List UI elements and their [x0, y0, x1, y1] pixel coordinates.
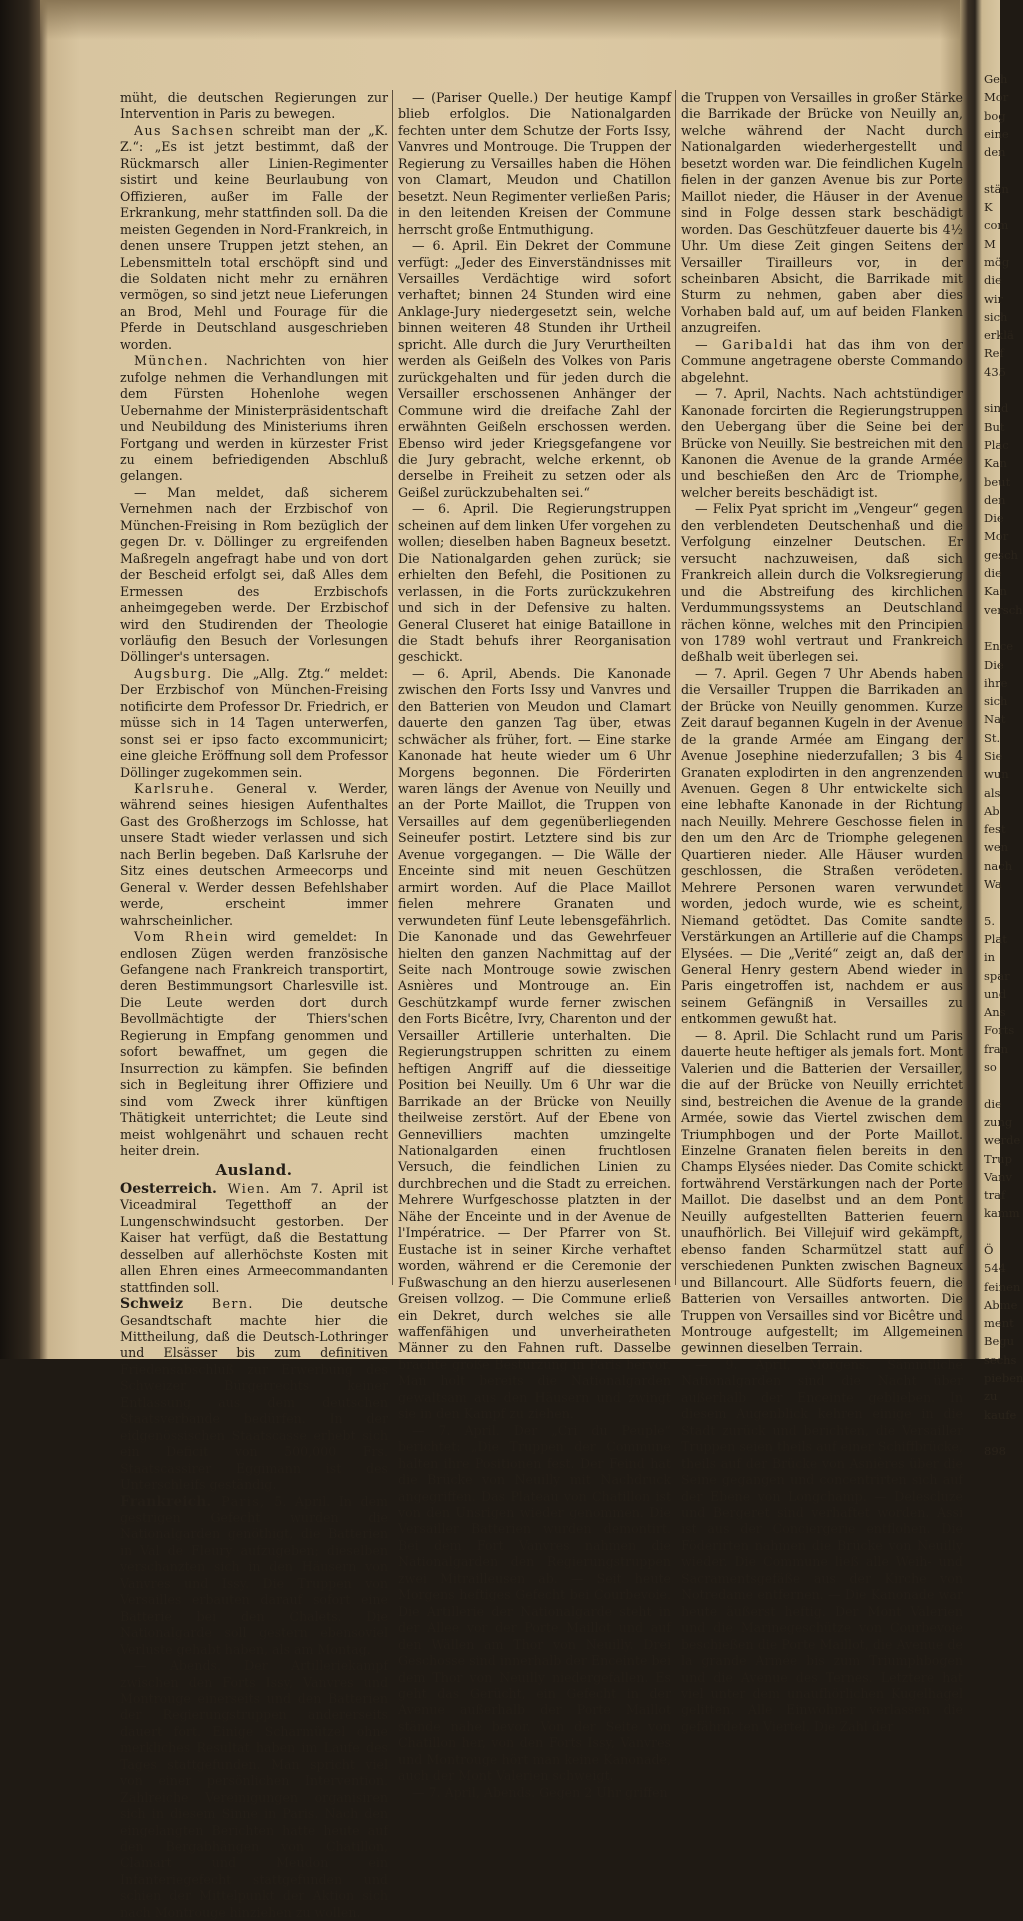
edge-text-fragment: Plat — [984, 931, 1007, 946]
edge-text-fragment: eine — [984, 126, 1009, 141]
paragraph: — Felix Pyat spricht im „Vengeur“ gegen den verblendeten Deutschenhaß und die Verfolgung einzelner Deutschen. Er versucht nachzuweisen, daß sich Frankreich allein durch die Volksregierung und die Abstreifung des kirchlichen Verdummungssystems an Deutschland rächen könne, welches mit den Principien von 1789 wohl vertraut und Frankreich deßhalb weit überlegen sei. — [681, 501, 963, 665]
edge-text-fragment — [984, 619, 1002, 637]
edge-text-fragment: Begu — [984, 1334, 1015, 1349]
paragraph — [681, 337, 963, 386]
edge-text-fragment: nach — [984, 858, 1013, 873]
edge-text-fragment — [984, 1223, 1002, 1241]
paragraph: — 7. April, Nachts. Nach achtstündiger Kanonade forcirten die Regierungstruppen den Uebergang über die Seine bei der Brücke von Neuilly. Sie bestreichen mit den Kanonen die Avenue de la grande Armée und beschießen den Arc de Triomphe, welcher bereits beschädigt ist. — [681, 386, 963, 500]
edge-text-fragment: beut — [984, 474, 1011, 489]
edge-text-fragment: stän — [984, 181, 1009, 196]
paragraph: — 7. April, Abends. Gegen 2 Uhr griffen — [412, 1784, 668, 1800]
edge-text-fragment: fest — [984, 822, 1006, 837]
edge-text-fragment: Abme — [984, 1297, 1018, 1312]
edge-text-fragment: Geh — [984, 72, 1008, 86]
edge-text-fragment: 5. — [984, 913, 995, 928]
edge-text-fragment: sich — [984, 309, 1008, 324]
edge-text-fragment: den — [984, 145, 1006, 160]
edge-text-fragment: Die — [984, 657, 1004, 672]
edge-text-fragment: die — [984, 566, 1002, 581]
dateline: Paris, — [211, 1493, 266, 1509]
paragraph — [120, 1494, 388, 1659]
column-3 — [681, 90, 963, 1734]
edge-text-fragment: zu — [984, 1389, 998, 1404]
edge-text-fragment — [984, 161, 1002, 179]
edge-text-fragment: Kan — [984, 456, 1007, 471]
dateline: Bern. — [183, 1296, 254, 1312]
edge-text-fragment: kamm — [984, 1206, 1020, 1221]
paragraph-text: Nachrichten von hier zufolge nehmen die Verhandlungen mit dem Fürsten Hohenlohe wegen Uebernahme der Ministerpräsidentschaft und Neubildung des Ministeriums ihren Fortgang und werden in kürzester Frist zu einem befriedigenden Abschluß gelangen. — [120, 353, 388, 484]
edge-text-fragment: feinen — [984, 1279, 1021, 1294]
edge-text-fragment: werde — [984, 1133, 1021, 1148]
dateline: Wien. — [216, 1180, 271, 1196]
paragraph-text: Am 7. April ist Viceadmiral Tegetthoff an der Lungenschwindsucht gestorben. Der Kaiser hat verfügt, daß die Bestattung desselben auf allerhöchste Kosten mit allen Ehren eines Armeecommandanten stattfinden soll. — [120, 1180, 388, 1295]
edge-text-fragment: ment — [984, 1316, 1014, 1331]
paragraph — [120, 929, 388, 1159]
edge-text-fragment: erklä — [984, 328, 1014, 343]
edge-text-fragment: so — [984, 1060, 997, 1075]
paragraph — [120, 1296, 388, 1493]
paragraph: — Abends. Der Artilleriekampf zwischen den Forts Issy, Vanvres und Montrouge einerseits und den Batterien der Regierungstruppen andererseits dauert fort. Einige Scharmützel ohne merkliches Resultat haben im Laufe des Tages stattgefunden. Man spricht viel von einer persönlichen Intervention. Zahlreiche Vereinigungen organisiren sich in diesem Sinne in Paris. Nach den eingelangten Berichten hatte heute auf den Bergabhängen von Chatillon, Clamart und Meudon ein Infanteriegefecht stattgefunden und schien der Mittelpunkt der Aktion sich nach Montrouge hinziehen zu wollen. — [120, 1658, 388, 1920]
edge-text-fragment: zung — [984, 1114, 1013, 1129]
edge-text-fragment: Ans — [984, 1005, 1006, 1020]
paragraph-text: General v. Werder, während seines hiesigen Aufenthaltes Gast des Großherzogs im Schlosse, hat unsere Stadt wieder verlassen und sich nach Berlin begeben. Daß Karlsruhe der Sitz eines deutschen Armeecorps und General v. Werder dessen Befehlshaber werde, erscheint immer wahrscheinlicher. — [120, 781, 388, 928]
edge-text-fragment: Ence — [984, 639, 1014, 654]
edge-text-fragment: K — [984, 200, 993, 215]
edge-text-fragment: traf — [984, 1188, 1006, 1203]
book-binding-shadow — [0, 0, 40, 1359]
edge-text-fragment: Sie — [984, 748, 1003, 763]
paragraph-text: Die „Allg. Ztg.“ meldet: Der Erzbischof von München-Freising notificirte dem Professor Dr. Friedrich, er müsse sich in 14 Tagen unterwerfen, sonst sei er ipso facto excommunicirt; eine gleiche Eröffnung soll dem Professor Döllinger zugekommen sein. — [120, 665, 388, 780]
edge-text-fragment: die — [984, 1096, 1002, 1111]
paragraph: — 8. April. Die Schlacht rund um Paris dauerte heute heftiger als jemals fort. Mont Valerien und die Batterien der Versailler, die auf der Brücke von Neuilly errichtet sind, bestreichen die Avenue de la grande Armée, sowie das Viertel zwischen dem Triumphbogen und der Porte Maillot. Einzelne Granaten fielen bereits in den Champs Elysées nieder. Das Comite schickt fortwährend Verstärkungen nach der Porte Maillot. Die daselbst und an dem Pont Neuilly aufgestellten Batterien feuern unaufhörlich. Bei Villejuif wird gekämpft, ebenso fanden Scharmützel statt auf verschiedenen Punkten zwischen Bagneux und Billancourt. Alle Südforts feuern, die Batterien von Versailles antworten. Die Truppen von Versailles sind vor Bicêtre und Montrouge aufgestellt; im Allgemeinen gewinnen dieselben Terrain. — [681, 1027, 963, 1356]
paragraph: — 6. April. Ein Dekret der Commune verfügt: „Jeder des Einverständnisses mit Versailles Verdächtige wird sofort verhaftet; binnen 24 Stunden wird eine Anklage-Jury niedergesetzt sein, welche binnen weiteren 48 Stunden ihr Urtheil spricht. Alle durch die Jury Verurtheilten werden als Geißeln des Volkes von Paris zurückgehalten und für jeden durch die Versailler erschossenen Anhänger der Commune wird die dreifache Zahl der erwähnten Geißeln erschossen werden. Ebenso wird jeder Kriegsgefangene vor die Jury gebracht, welche erkennt, ob derselbe in Freiheit zu setzen oder als Geißel zurückzubehalten sei.“ — [398, 238, 671, 500]
edge-text-fragment: die — [984, 273, 1002, 288]
edge-text-fragment: fran — [984, 1041, 1009, 1056]
edge-text-fragment: Trup — [984, 1151, 1012, 1166]
paragraph: — 6. April. Die Regierungstruppen scheinen auf dem linken Ufer vorgehen zu wollen; dieselben haben Bagneux besetzt. Die Nationalgarden gehen zurück; sie erhielten den Befehl, die Positionen zu verlassen, in die Forts zurückzukehren und sich in der Defensive zu halten. General Cluseret hat einige Bataillone in die Stadt behufs ihrer Reorganisation geschickt. — [398, 501, 671, 665]
edge-text-fragment: wun — [984, 767, 1009, 782]
edge-text-fragment: Nat — [984, 712, 1006, 727]
paragraph — [120, 781, 388, 929]
paragraph-text: hat das ihm von der Commune angetragene oberste Commando abgelehnt. — [681, 336, 963, 385]
edge-text-fragment: Ö — [984, 1243, 994, 1257]
top-shadow — [40, 0, 960, 40]
paragraph-text: Die deutsche Gesandtschaft machte hier die Mittheilung, daß die Deutsch-Lothringer und Elsässer bis zum definitiven Friedensabschluß zur Erwerbung des Schweizer Bürgerrechts keiner Entlassung aus dem deutschen Staatsverbande bedürfen. In der eidgenössischen Staatscasse erhebt sich ein Deficit von 500,000 Frs. Staatscassirer Eggimann ist des Unterschleifs geständig. — [120, 1296, 388, 1493]
dateline: — Garibaldi — [695, 336, 794, 352]
edge-text-fragment: St. — [984, 730, 1001, 745]
edge-text-fragment: Plac — [984, 437, 1009, 452]
column-rule — [392, 90, 393, 1285]
edge-text-fragment: Wa — [984, 877, 1002, 892]
edge-text-fragment — [984, 1076, 1002, 1094]
country-heading: Oesterreich. — [120, 1180, 217, 1197]
adjacent-page-edge — [984, 70, 1023, 1459]
edge-text-fragment: Die — [984, 511, 1004, 526]
paragraph: müht, die deutschen Regierungen zur Intervention in Paris zu bewegen. — [120, 90, 388, 122]
edge-text-fragment: versch — [984, 602, 1023, 617]
edge-text-fragment: Kan — [984, 584, 1007, 599]
edge-text-fragment: Mor — [984, 529, 1009, 544]
edge-text-fragment: spar — [984, 968, 1010, 983]
paragraph: — 9. April, Morgens. Sämmtliche Nationalgarden sind die Nacht über außerhalb der Enceinte geblieben. In diesem Augenblick kehren einige in die Stadt zurück und berichten, die Versailler Truppen seien theils auf einer Schiffbrücke, theils auf der Brücke von Asnières über die Seine gegangen und concentrirten sich auf der Ebene von Longchamp. — Delescluze und Bergeret sind verhaftet worden. Assi ist aus der Conciergerie entflohen. Die Föderirten nahmen die Brücke von Neuilly wieder. Die Commune ließ alle Weih- und Sacramentsgefäße aus der Kirche von Notredame entfernen. — Die Kanonade war heute äußerst heftig. Der Mont Valerien und die Marinegeschütze von Courbevoie beschießen die Porte Maillot, die Avenue de la grande Armée bis zum Triumphbogen und die Avenue des Ternes. Letztere hat viel unter dem unaufhörlichen Kugelhagel gelitten. Alle Einwohner verlassen die gefährdeten Viertel. Die Zahl der — [681, 1356, 963, 1734]
section-heading: Ausland. — [215, 1161, 293, 1180]
newspaper-page — [120, 90, 963, 1920]
edge-text-fragment — [984, 381, 1002, 399]
edge-text-fragment: Ab — [984, 803, 1000, 818]
country-heading: Frankreich. — [120, 1493, 212, 1510]
edge-text-fragment: 435 — [984, 364, 1006, 379]
edge-text-fragment: den — [984, 492, 1006, 507]
edge-text-fragment: mög — [984, 254, 1010, 269]
edge-text-fragment: 898 — [984, 1444, 1006, 1459]
edge-text-fragment: 544 — [984, 1261, 1006, 1276]
edge-text-fragment: com — [984, 218, 1009, 233]
edge-text-fragment: wen — [984, 840, 1009, 855]
paragraph-text: 5. April. In dem gestrigen Gefecht wurden die Nationalgarden genöthigt, die Batterien in Val de Fleury aufzugeben; dieselben verschanzten sich in den Häusern von Vanvres und Issy. Die Truppen von Versailles erbauten darauf sofort eine Batterie bei den Chalets. Die Nationalgarde soll gestern ebensoviel Verluste gehabt haben, als am Montag. — [120, 1493, 388, 1657]
edge-text-fragment: sechs — [984, 1352, 1017, 1367]
edge-text-fragment: pieben — [984, 1371, 1023, 1386]
paragraph-text: schreibt man der „K. Z.“: „Es ist jetzt bestimmt, daß der Rückmarsch aller Linien-Regimenter sistirt und keine Beurlaubung von Offizieren, außer im Falle der Erkrankung, mehr stattfinden soll. Da die meisten Gegenden in Nord-Frankreich, in denen unsere Truppen jetzt stehen, an Lebensmitteln total erschöpft sind und die Soldaten nicht mehr zu ernähren vermögen, so sind jetzt neue Lieferungen an Brod, Mehl und Fourage für die Pferde in Deutschland ausgeschrieben worden. — [120, 122, 389, 352]
edge-text-fragment: sich — [984, 694, 1008, 709]
edge-text-fragment: bog — [984, 108, 1006, 123]
paragraph: die Truppen von Versailles in großer Stärke die Barrikade der Brücke von Neuilly an, welche während der Nacht durch Nationalgarden wiederhergestellt und besetzt worden war. Die feindlichen Kugeln fielen in der ganzen Avenue bis zur Porte Maillot nieder, die Häuser in der Avenue sind in Folge dessen stark beschädigt worden. Das Geschützfeuer dauerte bis 4½ Uhr. Um diese Zeit gingen Seitens der Versailler Tirailleurs vor, in der scheinbaren Absicht, die Barrikade mit Sturm zu nehmen, gaben aber dies Vorhaben bald auf, um auf beiden Flanken anzugreifen. — [681, 90, 963, 336]
edge-text-fragment: Mor — [984, 90, 1009, 105]
column-1 — [120, 90, 389, 1920]
edge-text-fragment — [984, 1424, 1002, 1442]
paragraph — [120, 666, 388, 781]
edge-text-fragment: But — [984, 419, 1005, 434]
paragraph: — (Pariser Quelle.) Der heutige Kampf blieb erfolglos. Die Nationalgarden fechten unter dem Schutze der Forts Issy, Vanvres und Montrouge. Die Truppen der Regierung zu Versailles haben die Höhen von Clamart, Meudon und Chatillon besetzt. Neun Regimenter verließen Paris; in den leitenden Kreisen der Commune herrscht große Entmuthigung. — [398, 90, 671, 237]
column-2 — [398, 90, 671, 1800]
country-heading: Schweiz — [120, 1296, 184, 1313]
paragraph: — Man meldet, daß sicherem Vernehmen nach der Erzbischof von München-Freising in Rom bezüglich der gegen Dr. v. Döllinger zu ergreifenden Maßregeln angefragt habe und von dort der Bescheid erfolgt sei, daß Alles dem Ermessen des Erzbischofs anheimgegeben werde. Der Erzbischof wird den Studirenden der Theologie vorläufig den Besuch der Vorlesungen Döllinger's untersagen. — [120, 484, 388, 665]
dateline: München. — [134, 353, 210, 369]
paragraph: — 6. April, Abends. Die Kanonade zwischen den Forts Issy und Vanvres und den Batterien von Meudon und Clamart dauerte den ganzen Tag über, etwas schwächer als früher, fort. — Eine starke Kanonade hat heute wieder um 6 Uhr Morgens begonnen. Die Förderirten waren längs der Avenue von Neuilly und an der Porte Maillot, die Truppen von Versailles auf dem gegenüberliegenden Seineufer postirt. Letztere sind bis zur Avenue vorgegangen. — Die Wälle der Enceinte sind mit neuen Geschützen armirt worden. Auf die Place Maillot fielen mehrere Granaten und verwundeten fünf Leute lebensgefährlich. Die Kanonade und das Gewehrfeuer hielten den ganzen Nachmittag auf der Seite nach Montrouge sowie zwischen Asnières und Montrouge an. Ein Geschützkampf wurde ferner zwischen den Forts Bicêtre, Ivry, Charenton und der Versailler Artillerie unterhalten. Die Regierungstruppen schritten zu einem heftigen Angriff auf die diesseitige Position bei Neuilly. Um 6 Uhr war die Barrikade an der Brücke von Neuilly theilweise zerstört. Auf der Ebene von Gennevilliers machten umzingelte Nationalgarden einen fruchtlosen Versuch, die feindlichen Linien zu durchbrechen und die Stadt zu erreichen. Mehrere Wurfgeschosse platzten in der Nähe der Enceinte und in der Avenue de l'Impératrice. — Der Pfarrer von St. Eustache ist in seiner Kirche verhaftet worden, während er die Ceremonie der Fußwaschung an den hierzu auserlesenen Greisen vollzog. — Die Commune erließ ein Dekret, durch welches sie alle waffenfähigen und unverheiratheten Männer zu den Fahnen ruft. Dasselbe brachte große Bestürzung in Paris hervor. Man holt bereits die Nationalgarden gewaltsam aus den Häusern und zwingt sie in den Kampf zu ziehen. — [398, 665, 671, 1422]
edge-text-fragment — [984, 893, 1002, 911]
dateline: Augsburg. — [134, 665, 213, 681]
edge-text-fragment: ihre — [984, 675, 1008, 690]
edge-text-fragment: in — [984, 950, 996, 965]
edge-text-fragment: Vanv — [984, 1169, 1013, 1184]
paragraph — [120, 123, 388, 353]
edge-text-fragment: sind — [984, 401, 1009, 416]
edge-text-fragment: Forts — [984, 1023, 1015, 1038]
paragraph: — 7. April. Gegen 7 Uhr Abends haben die Versailler Truppen die Barrikaden an der Brücke von Neuilly genommen. Kurze Zeit darauf begannen Kugeln in der Avenue de la grande Armée am Eingang der Avenue Josephine niederzufallen; 3 bis 4 Granaten explodirten in den angrenzenden Avenuen. Gegen 8 Uhr entwickelte sich eine lebhafte Kanonade in der Richtung nach Neuilly. Mehrere Geschosse fielen in den um den Arc de Triomphe gelegenen Quartieren nieder. Alle Häuser wurden geschlossen, die Straßen verödeten. Mehrere Personen waren verwundet worden, jedoch wurde, wie es scheint, Niemand getödtet. Das Comite sandte Verstärkungen an Artillerie auf die Champs Elysées. — Die „Verité“ zeigt an, daß der General Henry gestern Abend wieder in Paris eingetroffen ist, nachdem er aus seinem Gefängniß in Versailles zu entkommen gewußt hat. — [681, 665, 963, 1027]
dateline: Karlsruhe. — [134, 781, 216, 797]
paragraph — [120, 353, 388, 485]
edge-text-fragment: M — [984, 236, 996, 251]
dateline: Aus Sachsen — [134, 122, 235, 138]
edge-text-fragment: kaufe — [984, 1407, 1017, 1422]
edge-text-fragment: wir — [984, 291, 1004, 306]
dateline: Vom Rhein — [134, 929, 229, 945]
edge-text-fragment: gesch — [984, 547, 1018, 562]
edge-text-fragment: Ref — [984, 346, 1004, 361]
paragraph: — 7. April. Der „Cri du Peuple“ berichtet: „Die Truppen der Commune halten ihre Positionen fest. Der Feind hat die Brücke von Neuilly mit Nachdruck angegriffen. Das Plateau von Chatillon ist von den Unsrigen wieder genommen. Die Versailler Batterien wurden demontirt. Bei dem Fort Vanvres nahmen die Nationalgarden den Regierungstruppen zwei Mitrailleusen ab. — Seit heute Morgens heftiges Gefecht bei Courbevoie. Die Artillerie der Nationalgarde steht in der Allee vor der Porte Maillot und auf den Wällen am Thor von Neuilly. Drei Geschosse sind innerhalb der Enceinte bei dem Thor von Neuilly niedergefallen. Es geht das Gerücht, ein Gefecht in der Avenue außerhalb der Porte Maillot stände nahe bevor. Von der Seite von Chatillon her, von den Forts Issy, Vanvres und Montrouge hört man keine Kanonade, auch der Mont Valerien schweigt. — [398, 1422, 671, 1784]
paragraph — [120, 1181, 388, 1296]
edge-text-fragment: und — [984, 986, 1007, 1001]
edge-text-fragment: als — [984, 785, 1001, 800]
paragraph-text: wird gemeldet: In endlosen Zügen werden französische Gefangene nach Frankreich transportirt, deren Bestimmungsort Charlesville ist. Die Leute werden dort durch Bevollmächtigte der Thiers'schen Regierung in Empfang genommen und sofort bewaffnet, um gegen die Insurrection zu kämpfen. Sie befinden sich in Begleitung ihrer Offiziere und sind vom Zweck ihrer künftigen Thätigkeit unterrichtet; die Leute sind meist wohlgenährt und schauen recht heiter drein. — [120, 929, 388, 1158]
column-rule — [675, 90, 676, 1285]
